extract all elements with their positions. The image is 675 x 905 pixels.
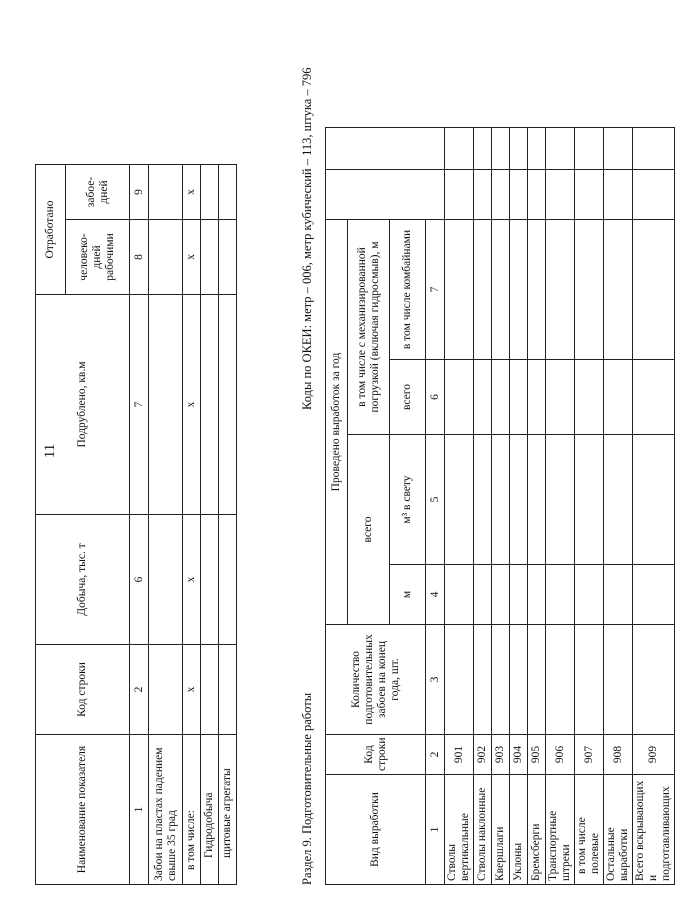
cell	[149, 645, 183, 735]
header-cut: Подрублено, кв.м	[36, 295, 130, 515]
blank-col	[326, 128, 445, 170]
header-m: м	[390, 565, 426, 625]
cell	[201, 515, 219, 645]
row-name: в том числе:	[183, 735, 201, 885]
header-code: Код строки	[326, 735, 426, 775]
header-total: всего	[348, 435, 390, 625]
cell	[149, 164, 183, 219]
header-kind: Вид выработки	[326, 775, 426, 885]
header-mech-total: всего	[390, 360, 426, 435]
header-output: Добыча, тыс. т	[36, 515, 130, 645]
table-row	[633, 128, 675, 885]
table-row	[546, 128, 575, 885]
table-row	[510, 128, 528, 885]
cell	[149, 515, 183, 645]
col-number: 2	[130, 645, 149, 735]
col-number: 9	[130, 164, 149, 219]
page-number: 11	[42, 443, 58, 459]
cell	[219, 295, 237, 515]
row-code: 906	[546, 735, 575, 775]
blank-col	[326, 170, 445, 220]
row-name: в том числе полевые	[575, 775, 604, 885]
table-row	[445, 128, 474, 885]
col-number: 6	[130, 515, 149, 645]
row-name: Уклоны	[510, 775, 528, 885]
cell: x	[183, 164, 201, 219]
col-number: 1	[426, 775, 445, 885]
col-number: 2	[426, 735, 445, 775]
col-number: 7	[426, 220, 445, 360]
col-number: 8	[130, 220, 149, 295]
row-code: 902	[474, 735, 492, 775]
header-performed: Проведено выработок за год	[326, 220, 348, 625]
table-row	[201, 164, 219, 884]
header-man-days: человеко-дней рабочими	[66, 220, 130, 295]
cell	[201, 295, 219, 515]
row-name: Стволы вертикальные	[445, 775, 474, 885]
col-number: 1	[130, 735, 149, 885]
col-number: 6	[426, 360, 445, 435]
col-number: 3	[426, 625, 445, 735]
cell: x	[183, 515, 201, 645]
cell: x	[183, 295, 201, 515]
cell	[149, 295, 183, 515]
table-row	[604, 128, 633, 885]
header-combine: в том числе комбайнами	[390, 220, 426, 360]
header-worked: Отработано	[36, 164, 66, 294]
row-name: Квершлаги	[492, 775, 510, 885]
row-name: Остальные выработки	[604, 775, 633, 885]
cell: x	[183, 645, 201, 735]
cell	[149, 220, 183, 295]
table-preparatory-works	[325, 127, 675, 885]
table-row	[219, 164, 237, 884]
row-name: Стволы наклонные	[474, 775, 492, 885]
header-count: Количество подготовительных забоев на конец года, шт.	[326, 625, 426, 735]
table-row	[528, 128, 546, 885]
okei-codes: Коды по ОКЕИ: метр – 006, метр кубический – 113, штука – 796	[300, 67, 314, 410]
cell	[219, 164, 237, 219]
document-sections	[35, 25, 672, 885]
section-title: Раздел 9. Подготовительные работы	[300, 692, 314, 885]
row-code: 905	[528, 735, 546, 775]
row-name: Забои на пластах падением свыше 35 град	[149, 735, 183, 885]
row-code: 909	[633, 735, 675, 775]
col-number: 4	[426, 565, 445, 625]
row-name: Всего вскрывающих и подготавливающих	[633, 775, 675, 885]
rotated-page-content	[35, 25, 672, 885]
cell	[219, 645, 237, 735]
cell	[201, 164, 219, 219]
cell	[219, 220, 237, 295]
row-name: щитовые агрегаты	[219, 735, 237, 885]
row-name: Гидродобыча	[201, 735, 219, 885]
header-m3: м³ в свету	[390, 435, 426, 565]
row-code: 908	[604, 735, 633, 775]
header-mech: в том числе с механизированной погрузкой (включая гидросмыв), м	[348, 220, 390, 435]
row-name: Бремсберги	[528, 775, 546, 885]
cell	[201, 220, 219, 295]
header-name: Наименование показателя	[36, 735, 130, 885]
table-row	[183, 164, 201, 884]
row-code: 904	[510, 735, 528, 775]
row-code: 903	[492, 735, 510, 775]
table-row	[474, 128, 492, 885]
header-line-code: Код строки	[36, 645, 130, 735]
cell	[201, 645, 219, 735]
cell	[219, 515, 237, 645]
table-row	[149, 164, 183, 884]
cell: x	[183, 220, 201, 295]
col-number: 7	[130, 295, 149, 515]
table-row	[575, 128, 604, 885]
table-row	[492, 128, 510, 885]
row-name: Транспортные штреки	[546, 775, 575, 885]
table-faces-steep	[35, 164, 237, 885]
col-number: 5	[426, 435, 445, 565]
row-code: 901	[445, 735, 474, 775]
header-face-days: забое-дней	[66, 164, 130, 219]
row-code: 907	[575, 735, 604, 775]
